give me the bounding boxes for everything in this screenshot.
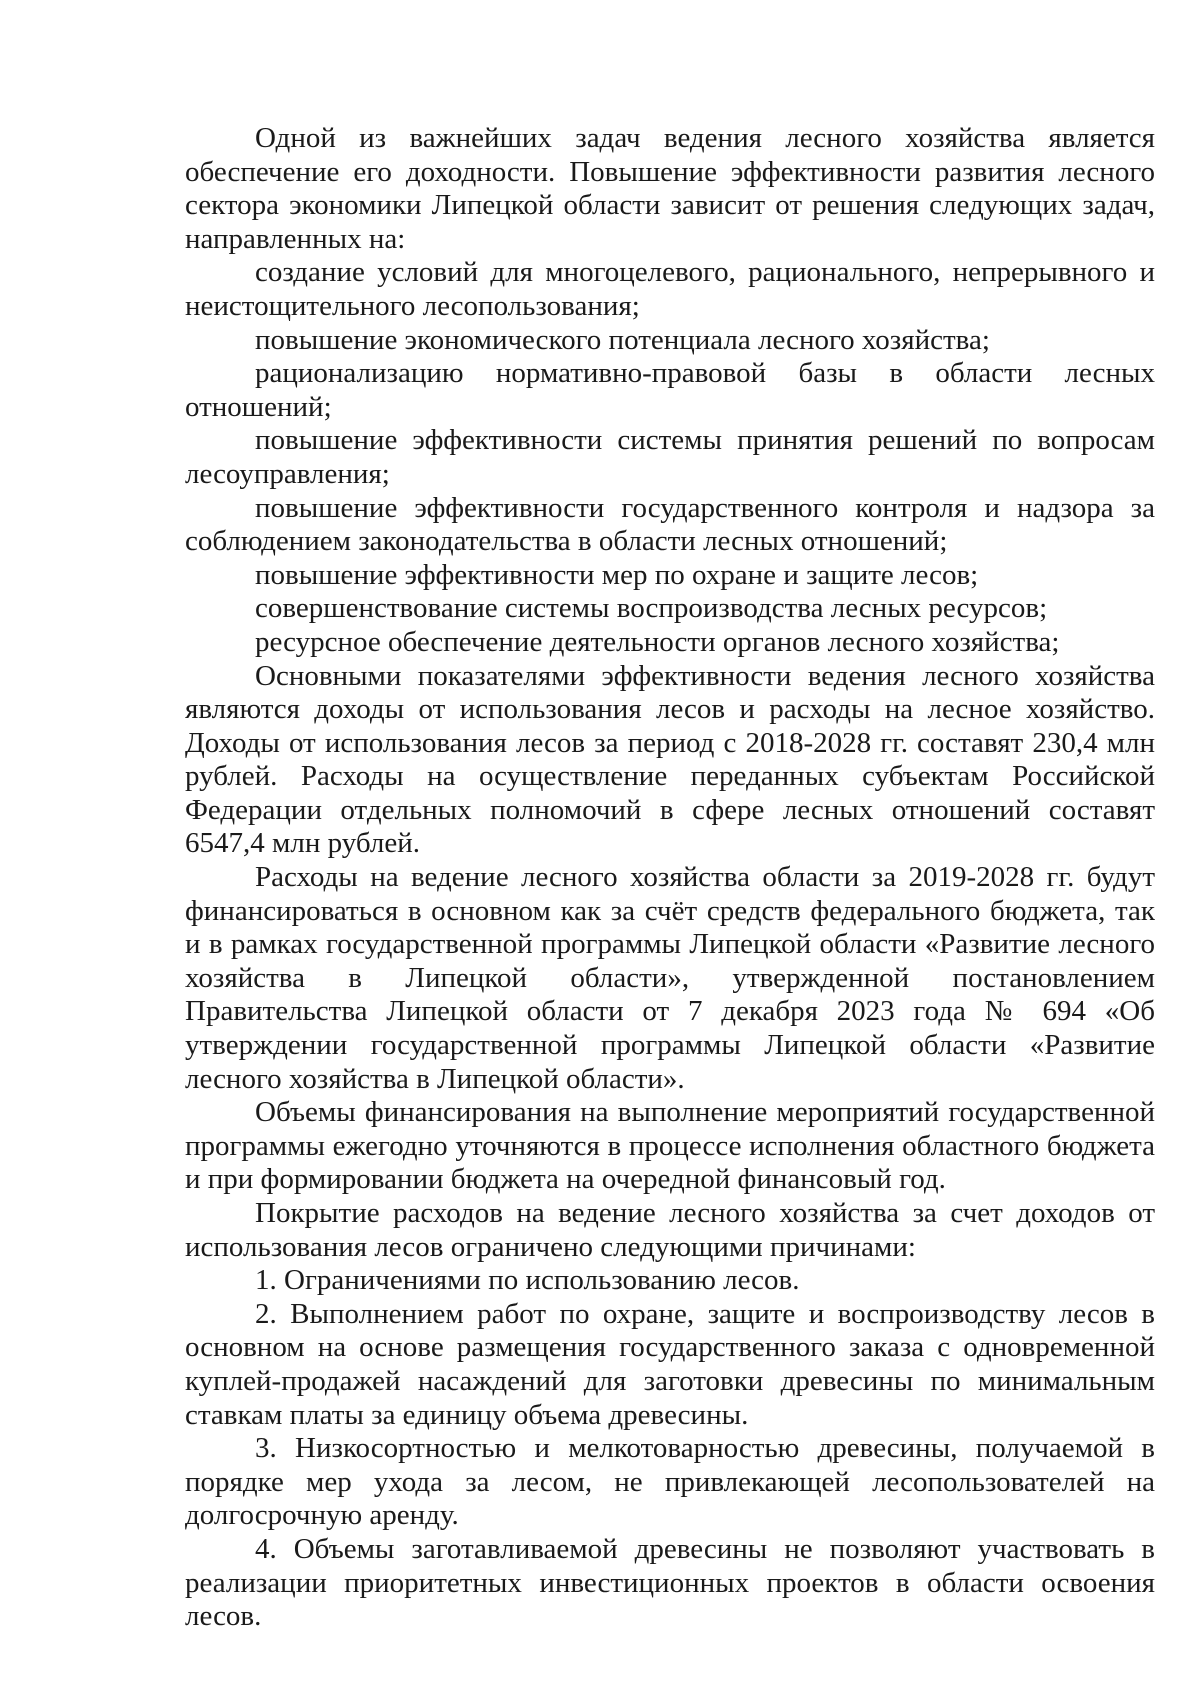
paragraph-task-forest-protection: повышение эффективности мер по охране и защите лесов; <box>255 558 979 591</box>
paragraph-expenses-financing: Расходы на ведение лесного хозяйства области за 2019-2028 гг. будут финансироваться в основном как за счёт средств федерального бюджета, так и в рамках государственной программы Липецкой области «Развитие лесного хозяйства в Липецкой области», утвержденной постановлением Правительства Липецкой области от 7 декабря 2023 года № 694 «Об утверждении государственной программы Липецкой области «Развитие лесного хозяйства в Липецкой области». <box>185 861 1155 1095</box>
paragraph-indicators: Основными показателями эффективности ведения лесного хозяйства являются доходы от использования лесов и расходы на лесное хозяйство. Доходы от использования лесов за период с 2018-2028 гг. составят 230,4 млн рублей. Расходы на осуществление переданных субъектам Российской Федерации отдельных полномочий в сфере лесных отношений составят 6547,4 млн рублей. <box>185 659 1155 860</box>
paragraph-task-decision-system: повышение эффективности системы принятия решений по вопросам лесоуправления; <box>185 424 1155 490</box>
list-item-reason-1: 1. Ограничениями по использованию лесов. <box>255 1264 800 1297</box>
paragraph-intro: Одной из важнейших задач ведения лесного хозяйства является обеспечение его доходности. Повышение эффективности развития лесного сектора экономики Липецкой области зависит от решения следующих задач, направленных на: <box>185 122 1155 255</box>
paragraph-coverage-reasons: Покрытие расходов на ведение лесного хозяйства за счет доходов от использования лесов ограничено следующими причинами: <box>185 1197 1155 1263</box>
list-item-reason-2: 2. Выполнением работ по охране, защите и воспроизводству лесов в основном на основе размещения государственного заказа с одновременной куплей-продажей насаждений для заготовки древесины по минимальным ставкам платы за единицу объема древесины. <box>185 1297 1155 1431</box>
paragraph-task-resources: ресурсное обеспечение деятельности органов лесного хозяйства; <box>255 625 1060 658</box>
paragraph-task-legal-base: рационализацию нормативно-правовой базы в области лесных отношений; <box>185 357 1155 423</box>
paragraph-task-conditions: создание условий для многоцелевого, рационального, непрерывного и неистощительного лесопользования; <box>185 256 1155 322</box>
document-page <box>185 122 1155 1634</box>
paragraph-task-reproduction: совершенствование системы воспроизводства лесных ресурсов; <box>255 592 1048 625</box>
list-item-reason-3: 3. Низкосортностью и мелкотоварностью древесины, получаемой в порядке мер ухода за лесом, не привлекающей лесопользователей на долгосрочную аренду. <box>185 1432 1155 1532</box>
paragraph-task-economic-potential: повышение экономического потенциала лесного хозяйства; <box>255 323 990 356</box>
paragraph-financing-volumes: Объемы финансирования на выполнение мероприятий государственной программы ежегодно уточняются в процессе исполнения областного бюджета и при формировании бюджета на очередной финансовый год. <box>185 1096 1155 1196</box>
list-item-reason-4: 4. Объемы заготавливаемой древесины не позволяют участвовать в реализации приоритетных инвестиционных проектов в области освоения лесов. <box>185 1532 1155 1633</box>
paragraph-task-state-control: повышение эффективности государственного контроля и надзора за соблюдением законодательства в области лесных отношений; <box>185 491 1155 558</box>
